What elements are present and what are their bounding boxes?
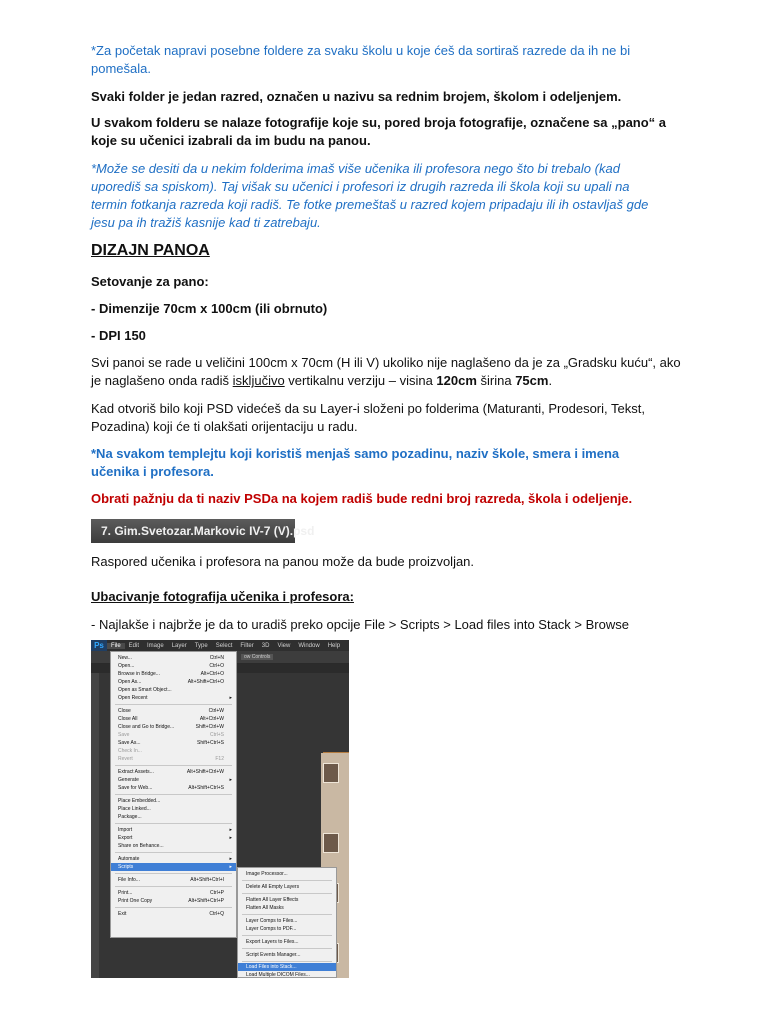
menu-item-place-embedded[interactable]: Place Embedded... xyxy=(118,798,161,804)
menu-separator xyxy=(242,935,332,936)
menu-select[interactable]: Select xyxy=(215,642,233,649)
menu-item-open-smart-object[interactable]: Open as Smart Object... xyxy=(118,687,172,693)
psd-filename-tab: 7. Gim.Svetozar.Markovic IV-7 (V).psd xyxy=(91,519,295,543)
menu-item-open[interactable]: Open... Ctrl+O xyxy=(118,663,224,669)
menu-item-new[interactable]: New... Ctrl+N xyxy=(118,655,224,661)
submenu-arrow-icon: ▸ xyxy=(229,695,232,701)
photoshop-screenshot xyxy=(91,640,349,978)
extra-students-note: *Može se desiti da u nekim folderima imaš više učenika ili profesora nego što bi trebalo (kad uporediš sa spiskom). Taj višak su učenici i profesori iz drugih razreda ili škola koji su upali na termin fotkanja razreda koji radiš. Te fotke premeštaš u razred kojem pripadaju ili ih ostavljaš gde jesu pa ih tražiš kasnije kad ti zatrebaju. xyxy=(91,161,649,230)
script-load-dicom-files[interactable]: Load Multiple DICOM Files... xyxy=(246,972,310,978)
menu-separator xyxy=(115,886,232,887)
menu-separator xyxy=(242,961,332,962)
script-flatten-layer-effects[interactable]: Flatten All Layer Effects xyxy=(246,897,299,903)
intro-note: *Za početak napravi posebne foldere za svaku školu u koje ćeš da sortiraš razrede da ih ne bi pomešala. xyxy=(91,43,631,76)
menu-3d[interactable]: 3D xyxy=(261,642,270,649)
menu-item-print-one-copy[interactable]: Print One Copy Alt+Shift+Ctrl+P xyxy=(118,898,224,904)
menu-separator xyxy=(115,765,232,766)
menu-file[interactable]: File xyxy=(107,643,125,649)
naming-warning: Obrati pažnju da ti naziv PSDa na kojem radiš bude redni broj razreda, škola i odeljenje. xyxy=(91,491,633,506)
menu-help[interactable]: Help xyxy=(327,642,341,649)
layout-note: Raspored učenika i profesora na panou može da bude proizvoljan. xyxy=(91,554,475,569)
menu-item-revert[interactable]: Revert F12 xyxy=(118,756,224,762)
menu-item-share-behance[interactable]: Share on Behance... xyxy=(118,843,164,849)
panel-size-text-b: vertikalnu verziju – visina xyxy=(284,373,437,388)
menu-separator xyxy=(242,948,332,949)
menu-item-save-for-web[interactable]: Save for Web... Alt+Shift+Ctrl+S xyxy=(118,785,224,791)
student-photo xyxy=(323,833,339,853)
menu-item-print[interactable]: Print... Ctrl+P xyxy=(118,890,224,896)
menu-type[interactable]: Type xyxy=(194,642,208,649)
menu-item-check-in[interactable]: Check In... xyxy=(118,748,142,754)
submenu-arrow-icon: ▸ xyxy=(229,856,232,862)
student-photo xyxy=(323,763,339,783)
menu-separator xyxy=(115,794,232,795)
submenu-arrow-icon: ▸ xyxy=(229,827,232,833)
panel-size-emphasis: isključivo xyxy=(232,373,285,388)
photoshop-logo-icon: Ps xyxy=(91,640,107,651)
menu-item-automate[interactable]: Automate ▸ xyxy=(118,856,232,862)
panel-size-paragraph xyxy=(91,354,681,390)
menu-item-generate[interactable]: Generate ▸ xyxy=(118,777,232,783)
menu-item-close-go-bridge[interactable]: Close and Go to Bridge... Shift+Ctrl+W xyxy=(118,724,224,730)
menu-item-save[interactable]: Save Ctrl+S xyxy=(118,732,224,738)
template-note: *Na svakom templejtu koji koristiš menjaš samo pozadinu, naziv škole, smera i imena učenika i profesora. xyxy=(91,446,620,479)
menu-item-file-info[interactable]: File Info... Alt+Shift+Ctrl+I xyxy=(118,877,224,883)
menu-item-exit[interactable]: Exit Ctrl+Q xyxy=(118,911,224,917)
panel-height: 120cm xyxy=(436,373,477,388)
menu-item-package[interactable]: Package... xyxy=(118,814,142,820)
menu-item-close-all[interactable]: Close All Alt+Ctrl+W xyxy=(118,716,224,722)
menu-item-open-as[interactable]: Open As... Alt+Shift+Ctrl+O xyxy=(118,679,224,685)
menu-view[interactable]: View xyxy=(277,642,291,649)
menu-item-save-as[interactable]: Save As... Shift+Ctrl+S xyxy=(118,740,224,746)
section-heading-dizajn: DIZAJN PANOA xyxy=(91,242,210,259)
menu-window[interactable]: Window xyxy=(298,642,320,649)
script-image-processor[interactable]: Image Processor... xyxy=(246,871,288,877)
load-instructions: - Najlakše i najbrže je da to uradiš preko opcije File > Scripts > Load files into Stack > Browse xyxy=(91,617,629,632)
folder-description: Svaki folder je jedan razred, označen u nazivu sa rednim brojem, školom i odeljenjem. xyxy=(91,89,622,104)
menu-item-place-linked[interactable]: Place Linked... xyxy=(118,806,151,812)
menu-item-close[interactable]: Close Ctrl+W xyxy=(118,708,224,714)
script-layer-comps-pdf[interactable]: Layer Comps to PDF... xyxy=(246,926,297,932)
menu-item-open-recent[interactable]: Open Recent ▸ xyxy=(118,695,232,701)
menu-separator xyxy=(242,880,332,881)
section-heading-photos: Ubacivanje fotografija učenika i profesora: xyxy=(91,589,354,604)
panel-size-text-d: . xyxy=(548,373,553,388)
menu-edit[interactable]: Edit xyxy=(128,642,140,649)
script-events-manager[interactable]: Script Events Manager... xyxy=(246,952,301,958)
panel-width: 75cm xyxy=(515,373,549,388)
script-delete-empty-layers[interactable]: Delete All Empty Layers xyxy=(246,884,300,890)
menu-item-extract-assets[interactable]: Extract Assets... Alt+Shift+Ctrl+W xyxy=(118,769,224,775)
menu-separator xyxy=(115,823,232,824)
submenu-arrow-icon: ▸ xyxy=(229,777,232,783)
script-load-files-into-stack[interactable]: Load Files into Stack... xyxy=(238,963,336,971)
ps-ruler xyxy=(91,673,99,978)
menu-separator xyxy=(115,852,232,853)
script-layer-comps-files[interactable]: Layer Comps to Files... xyxy=(246,918,298,924)
panel-size-text-c: širina xyxy=(476,373,516,388)
menu-separator xyxy=(242,893,332,894)
panel-size-text-a: Svi panoi se rade u veličini 100cm x 70cm (H ili V) ukoliko nije naglašeno da je za „Gradsku kuću“, ako je naglašeno onda radiš xyxy=(91,355,681,388)
menu-image[interactable]: Image xyxy=(147,642,164,649)
menu-separator xyxy=(115,704,232,705)
file-menu xyxy=(110,651,237,938)
submenu-arrow-icon: ▸ xyxy=(229,835,232,841)
menu-separator xyxy=(115,907,232,908)
dpi-line: - DPI 150 xyxy=(91,328,146,343)
menu-filter[interactable]: Filter xyxy=(240,642,254,649)
menu-item-import[interactable]: Import ▸ xyxy=(118,827,232,833)
show-controls-label[interactable]: ow Controls xyxy=(241,654,273,660)
submenu-arrow-icon: ▸ xyxy=(229,864,232,870)
script-export-layers[interactable]: Export Layers to Files... xyxy=(246,939,299,945)
scripts-submenu xyxy=(237,867,337,978)
ps-menubar xyxy=(91,640,349,651)
menu-separator xyxy=(242,914,332,915)
folder-contents-description: U svakom folderu se nalaze fotografije koje su, pored broja fotografije, označene sa „pano“ a koje su učenici izabrali da im budu na panou. xyxy=(91,115,667,148)
dimensions-line: - Dimenzije 70cm x 100cm (ili obrnuto) xyxy=(91,301,328,316)
menu-separator xyxy=(115,873,232,874)
layers-paragraph: Kad otvoriš bilo koji PSD videćeš da su Layer-i složeni po folderima (Maturanti, Prodesori, Tekst, Pozadina) koji će ti olakšati orijentaciju u radu. xyxy=(91,401,645,434)
menu-item-scripts[interactable]: Scripts ▸ xyxy=(111,863,236,871)
setup-label: Setovanje za pano: xyxy=(91,274,209,289)
menu-item-export[interactable]: Export ▸ xyxy=(118,835,232,841)
menu-layer[interactable]: Layer xyxy=(171,642,187,649)
script-flatten-masks[interactable]: Flatten All Masks xyxy=(246,905,284,911)
menu-item-browse-bridge[interactable]: Browse in Bridge... Alt+Ctrl+O xyxy=(118,671,224,677)
